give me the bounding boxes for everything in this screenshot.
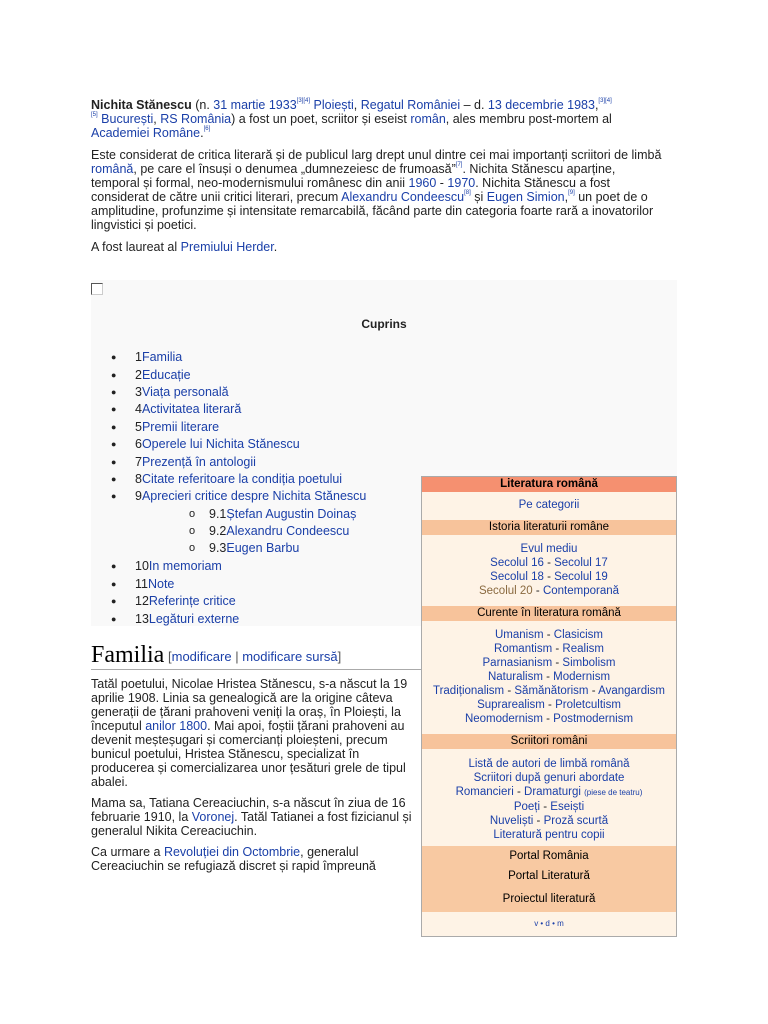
ref-link[interactable]: [3][4] <box>296 98 311 104</box>
portal-literature-link[interactable]: Portal Literatură <box>508 870 590 882</box>
toc-number: 8 <box>135 472 142 486</box>
academy-link[interactable]: Academiei Române <box>91 126 201 140</box>
toc-link[interactable]: Aprecieri critice despre Nichita Stănescu <box>141 489 367 503</box>
toc-number: 9 <box>135 489 142 503</box>
parnasianism-link[interactable]: Parnasianism <box>482 657 553 669</box>
section-title: Familia <box>91 642 165 668</box>
ref-link[interactable]: [5] <box>91 112 98 118</box>
year-1960-link[interactable]: 1960 <box>408 176 437 190</box>
toc-number: 7 <box>135 455 142 469</box>
kingdom-link[interactable]: Regatul României <box>360 98 461 112</box>
toc-bullet: ● <box>111 614 117 624</box>
romantism-link[interactable]: Romantism <box>494 643 553 655</box>
toc-link[interactable]: In memoriam <box>148 559 222 573</box>
toc-link[interactable]: Referințe critice <box>148 594 236 608</box>
toc-bullet: ● <box>111 579 117 589</box>
toc-number: 9.2 <box>209 524 227 538</box>
navbox-portal-literature <box>422 866 676 886</box>
toc-number: 4 <box>135 402 142 416</box>
dramatists-link[interactable]: Dramaturgi <box>524 786 581 798</box>
essayists-link[interactable]: Eseiști <box>550 801 585 813</box>
voronej-link[interactable]: Voronej <box>191 810 235 824</box>
traditionalism-link[interactable]: Tradiționalism <box>432 685 505 697</box>
navbox-portal-romania <box>422 846 676 866</box>
toc-number: 11 <box>135 577 148 591</box>
toc-bullet: ● <box>111 457 117 467</box>
avangardism-link[interactable]: Avangardism <box>598 685 666 697</box>
toc-sub-bullet: o <box>189 525 196 537</box>
neomodernism-link[interactable]: Neomodernism <box>464 713 543 725</box>
year-1970-link[interactable]: 1970 <box>447 176 476 190</box>
navbox-writers: Listă de autori de limbă română Scriitori după genuri abordate Romancieri - Dramaturgi (piese de teatru) Poeți - Eseiști Nuveliști - Proză scurtă Literatură pentru copii <box>422 757 676 845</box>
edit-source-link[interactable]: modificare sursă <box>242 649 338 664</box>
century-20-link[interactable]: Secolul 20 <box>478 585 533 597</box>
section-body <box>91 677 416 880</box>
ref-link[interactable]: [8] <box>464 190 471 196</box>
toc-bullet: ● <box>111 370 117 380</box>
by-category-link[interactable]: Pe categorii <box>518 499 580 511</box>
toc-number: 12 <box>135 594 149 608</box>
toc-link[interactable]: Ștefan Augustin Doinaș <box>226 507 357 521</box>
toc-link[interactable]: Citate referitoare la condiția poetului <box>141 472 343 486</box>
middle-ages-link[interactable]: Evul mediu <box>520 543 578 555</box>
navbox-vdm[interactable]: v • d • m <box>422 917 676 931</box>
contemporary-link[interactable]: Contemporană <box>542 585 620 597</box>
toc-link[interactable]: Alexandru Condeescu <box>226 524 350 538</box>
toc-number: 3 <box>135 385 142 399</box>
toc-bullet: ● <box>111 422 117 432</box>
toc-bullet: ● <box>111 561 117 571</box>
short-prose-link[interactable]: Proză scurtă <box>543 815 609 827</box>
intro-paragraph-1: Nichita Stănescu (n. 31 martie 1933[3][4] Ploiești, Regatul României – d. 13 decembrie 1983,[3][4] [5] București, RS România) a fost un poet, scriitor și eseist român, ales membru post-mortem al Academiei Române.[6] <box>91 98 612 140</box>
death-date-link[interactable]: 13 decembrie 1983 <box>487 98 595 112</box>
toc-link[interactable]: Activitatea literară <box>141 402 242 416</box>
intro-section <box>91 98 663 262</box>
realism-link[interactable]: Realism <box>562 643 604 655</box>
toc-toggle-checkbox[interactable] <box>91 283 103 295</box>
ref-link[interactable]: [7] <box>455 162 463 168</box>
toc-link[interactable]: Premii literare <box>141 420 220 434</box>
century-16-link[interactable]: Secolul 16 <box>490 557 544 569</box>
rsr-link[interactable]: RS România <box>160 112 232 126</box>
ref-link[interactable]: [3][4] <box>598 98 612 104</box>
toc-bullet: ● <box>111 439 117 449</box>
plays-note: (piese de teatru) <box>584 788 643 797</box>
ref-link[interactable]: [6] <box>203 126 211 132</box>
critic-simion-link[interactable]: Eugen Simion <box>486 190 565 204</box>
toc-bullet: ● <box>111 404 117 414</box>
samanatorism-link[interactable]: Sămănătorism <box>514 685 589 697</box>
project-literature-link[interactable]: Proiectul literatură <box>502 893 596 905</box>
birth-date-link[interactable]: 31 martie 1933 <box>213 98 297 112</box>
modernism-link[interactable]: Modernism <box>553 671 611 683</box>
herder-prize-link[interactable]: Premiului Herder <box>180 240 274 254</box>
section-edit-links: [modificare | modificare sursă] <box>168 649 342 664</box>
toc-bullet: ● <box>111 352 117 362</box>
century-18-link[interactable]: Secolul 18 <box>490 571 544 583</box>
toc-bullet: ● <box>111 596 117 606</box>
suprarealism-link[interactable]: Suprarealism <box>477 699 545 711</box>
toc-link[interactable]: Note <box>147 577 175 591</box>
toc-number: 9.3 <box>209 541 227 555</box>
writers-by-genre-link[interactable]: Scriitori după genuri abordate <box>473 772 625 784</box>
toc-sub-bullet: o <box>189 542 196 554</box>
toc-link[interactable]: Viața personală <box>141 385 229 399</box>
toc-sub-bullet: o <box>189 508 196 520</box>
ref-link[interactable]: [9] <box>568 190 575 196</box>
toc-number: 5 <box>135 420 142 434</box>
death-place-link[interactable]: București <box>101 112 154 126</box>
proletcultism-link[interactable]: Proletcultism <box>555 699 621 711</box>
toc-link[interactable]: Familia <box>141 350 183 364</box>
article-subject: Nichita Stănescu <box>91 98 192 112</box>
naturalism-link[interactable]: Naturalism <box>487 671 543 683</box>
literature-navbox <box>421 476 677 937</box>
navbox-history-header: Istoria literaturii române <box>422 520 676 535</box>
years-1800-link[interactable]: anilor 1800 <box>145 719 208 733</box>
toc-link[interactable]: Operele lui Nichita Stănescu <box>141 437 300 451</box>
october-revolution-link[interactable]: Revoluției din Octombrie <box>163 845 301 859</box>
language-link[interactable]: română <box>91 162 134 176</box>
novelists-link[interactable]: Romancieri <box>455 786 514 798</box>
toc-number: 13 <box>135 612 149 626</box>
toc-bullet: ● <box>111 387 117 397</box>
authors-list-link[interactable]: Listă de autori de limbă română <box>468 758 630 770</box>
simbolism-link[interactable]: Simbolism <box>562 657 616 669</box>
navbox-writers-header: Scriitori români <box>422 734 676 749</box>
toc-link[interactable]: Eugen Barbu <box>226 541 300 555</box>
body-paragraph-2: Mama sa, Tatiana Cereaciuchin, s-a născut în ziua de 16 februarie 1910, la Voronej. Tatăl Tatianei a fost fizicianul și generalul Nikita Cereaciuchin. <box>91 796 412 838</box>
intro-paragraph-3: A fost laureat al Premiului Herder. <box>91 240 278 254</box>
children-literature-link[interactable]: Literatură pentru copii <box>493 829 605 841</box>
toc-number: 10 <box>135 559 149 573</box>
navbox-by-category <box>422 498 676 514</box>
umanism-link[interactable]: Umanism <box>495 629 544 641</box>
postmodernism-link[interactable]: Postmodernism <box>553 713 634 725</box>
toc-link[interactable]: Prezență în antologii <box>141 455 256 469</box>
navbox-project <box>422 886 676 912</box>
roman-link[interactable]: român <box>410 112 446 126</box>
portal-romania-link[interactable]: Portal România <box>509 850 589 862</box>
toc-link[interactable]: Legături externe <box>148 612 240 626</box>
birth-place-link[interactable]: Ploiești <box>313 98 354 112</box>
body-paragraph-3: Ca urmare a Revoluției din Octombrie, generalul Cereaciuchin se refugiază discret și rapid împreună <box>91 845 376 873</box>
navbox-title: Literatura română <box>422 477 676 492</box>
navbox-periods: Evul mediu Secolul 16 - Secolul 17 Secolul 18 - Secolul 19 Secolul 20 - Contemporană <box>422 542 676 600</box>
toc-number: 6 <box>135 437 142 451</box>
edit-link[interactable]: modificare <box>171 649 232 664</box>
poets-link[interactable]: Poeți <box>513 801 541 813</box>
toc-number: 9.1 <box>209 507 227 521</box>
toc-bullet: ● <box>111 491 117 501</box>
century-17-link[interactable]: Secolul 17 <box>554 557 608 569</box>
clasicism-link[interactable]: Clasicism <box>553 629 603 641</box>
intro-paragraph-2: Este considerat de critica literară și de publicul larg drept unul dintre cei mai importanți scriitori de limbă română, pe care el însuși o denumea „dumnezeiesc de frumoasă”[7]. Nichita Stănescu aparține, temporal și formal, neo-modernismului românesc din anii 1960 - 1970. Nichita Stănescu a fost considerat de către unii critici literari, precum Alexandru Condeescu[8] și Eugen Simion,[9] un poet de o amplitudine, profunzime și intensitate remarcabilă, făcând parte din categoria foarte rară a inovatorilor lingvistici și poetici. <box>91 148 662 232</box>
toc-number: 2 <box>135 368 142 382</box>
toc-title: Cuprins <box>361 317 407 331</box>
body-paragraph-1: Tatăl poetului, Nicolae Hristea Stănescu, s-a născut la 19 aprilie 1908. Linia sa genealogică are la origine câteva generații de țărani prahoveni veniți la oraș, în Ploiești, la începutul anilor 1800. Mai apoi, foștii țărani prahoveni au devenit meșteșugari și comercianți ploieșteni, precum bunicul poetului, Hristea Stănescu, specializat în producerea și comercializarea unor țesături grele de tipul abalei. <box>91 677 408 789</box>
navbox-currents: Umanism - Clasicism Romantism - Realism Parnasianism - Simbolism Naturalism - Modernism Tradiționalism - Sămănătorism - Avangardism Suprarealism - Proletcultism Neomodernism - Postmodernism <box>422 628 676 728</box>
navbox-currents-header: Curente în literatura română <box>422 606 676 621</box>
critic-condeescu-link[interactable]: Alexandru Condeescu <box>341 190 465 204</box>
century-19-link[interactable]: Secolul 19 <box>554 571 608 583</box>
toc-bullet: ● <box>111 474 117 484</box>
toc-link[interactable]: Educație <box>141 368 191 382</box>
short-story-writers-link[interactable]: Nuveliști <box>489 815 534 827</box>
toc-number: 1 <box>135 350 142 364</box>
